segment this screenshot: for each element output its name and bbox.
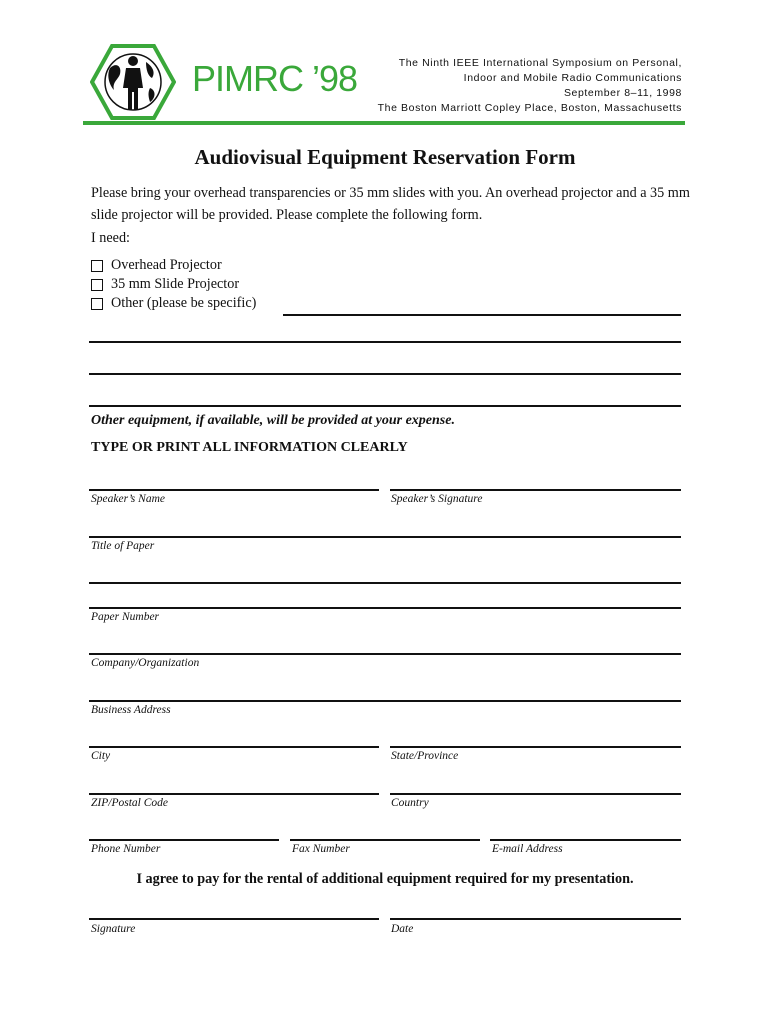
paper-number-label: Paper Number [91,611,160,623]
speaker-name-field[interactable] [89,489,379,491]
other-specify-line-1[interactable] [283,314,681,316]
speaker-signature-label: Speaker’s Signature [391,493,483,505]
option-slide-projector[interactable] [91,275,239,294]
state-label: State/Province [391,750,459,762]
checkbox[interactable] [91,260,103,272]
fax-field[interactable] [290,839,480,841]
speaker-signature-field[interactable] [390,489,681,491]
company-label: Company/Organization [91,657,200,669]
zip-label: ZIP/Postal Code [91,797,168,809]
date-field[interactable] [390,918,681,920]
option-overhead-projector[interactable] [91,256,222,275]
header-divider [83,121,685,125]
speaker-name-label: Speaker’s Name [91,493,165,505]
phone-field[interactable] [89,839,279,841]
business-address-label: Business Address [91,704,171,716]
fax-label: Fax Number [292,843,350,855]
date-label: Date [391,923,414,935]
title-of-paper-field-2[interactable] [89,582,681,584]
expense-note: Other equipment, if available, will be provided at your expense. [91,413,455,428]
state-field[interactable] [390,746,681,748]
option-label: Overhead Projector [111,257,222,273]
email-field[interactable] [490,839,681,841]
paper-number-field[interactable] [89,607,681,609]
signature-field[interactable] [89,918,379,920]
email-label: E-mail Address [492,843,563,855]
form-title: Audiovisual Equipment Reservation Form [194,145,576,169]
symposium-line-2: Indoor and Mobile Radio Communications [463,72,682,84]
form-intro: Please bring your overhead transparencies or 35 mm slides with you. An overhead projector and a 35 mm slide projector will be provided. Please complete the following form. [91,185,690,223]
symposium-dates: September 8–11, 1998 [563,87,682,99]
city-field[interactable] [89,746,379,748]
option-label: Other (please be specific) [111,295,257,311]
signature-label: Signature [91,923,136,935]
agreement-text: I agree to pay for the rental of additional equipment required for my presentation. [136,871,634,887]
type-notice: TYPE OR PRINT ALL INFORMATION CLEARLY [91,440,408,455]
phone-label: Phone Number [91,843,161,855]
country-field[interactable] [390,793,681,795]
business-address-field[interactable] [89,700,681,702]
other-specify-line-3[interactable] [89,373,681,375]
other-specify-line-2[interactable] [89,341,681,343]
brand-title: PIMRC ’98 [192,58,358,99]
country-label: Country [391,797,429,809]
need-label: I need: [91,230,130,246]
pimrc-logo-icon [90,44,176,120]
symposium-info [378,56,682,116]
zip-field[interactable] [89,793,379,795]
checkbox[interactable] [91,298,103,310]
option-other[interactable] [91,294,256,313]
symposium-line-1: The Ninth IEEE International Symposium on Personal, [398,57,682,69]
title-of-paper-field[interactable] [89,536,681,538]
city-label: City [91,750,111,762]
option-label: 35 mm Slide Projector [111,276,240,292]
company-field[interactable] [89,653,681,655]
checkbox[interactable] [91,279,103,291]
title-of-paper-label: Title of Paper [91,540,155,552]
other-specify-line-4[interactable] [89,405,681,407]
symposium-venue: The Boston Marriott Copley Place, Boston, Massachusetts [377,102,682,114]
